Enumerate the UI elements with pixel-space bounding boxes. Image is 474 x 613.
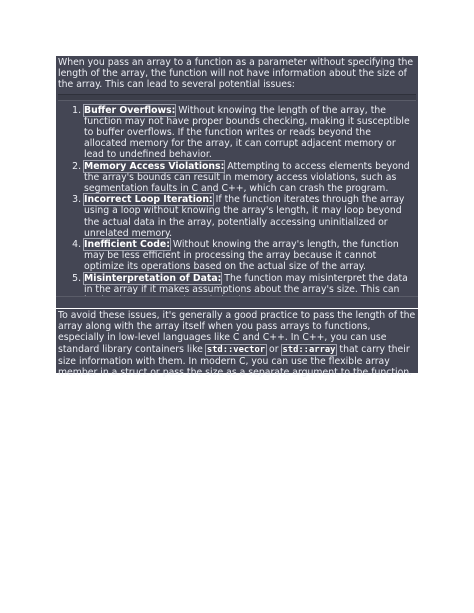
intro-paragraph: When you pass an array to a function as a parameter without specifying the length of the array, the function will not have information about the size of the array. This can lead to several potential issues:	[58, 57, 414, 91]
issues-list	[58, 105, 416, 307]
issue-term: Buffer Overflows:	[84, 104, 176, 116]
issue-term: Memory Access Violations:	[84, 160, 225, 172]
response-block	[56, 56, 418, 296]
advice-text: or	[266, 343, 282, 355]
issue-term: Misinterpretation of Data:	[84, 272, 222, 284]
issue-text: Without knowing the length of the array, the function may not have proper bounds checking, making it susceptible to buffer overflows. If the function writes or reads beyond the allocated memory for the array, it can corrupt adjacent memory or lead to undefined behavior.	[84, 104, 410, 161]
issue-text: If the function iterates through the array using a loop without knowing the array's length, it may loop beyond the actual data in the array, potentially accessing uninitialized or unrelated memory.	[84, 194, 405, 239]
advice-text: that carry their size information with them. In modern C, you can use the flexible array member in a struct or pass the size as a separate argument to the function.	[58, 343, 413, 379]
issue-text: Attempting to access elements beyond the array's bounds can result in memory access violations, such as segmentation faults in C and C++, which can crash the program.	[84, 160, 410, 195]
section-divider	[56, 296, 418, 308]
list-item	[84, 161, 416, 195]
list-item	[84, 194, 416, 239]
advice-paragraph	[58, 310, 416, 378]
issue-text: Without knowing the array's length, the function may be less efficient in processing the array because it cannot optimize its operations based on the actual size of the array.	[84, 239, 399, 273]
divider	[58, 94, 416, 101]
inline-code-vector: std::vector	[206, 344, 266, 355]
issue-term: Inefficient Code:	[84, 239, 170, 251]
advice-text: To avoid these issues, it's generally a good practice to pass the length of the array along with the array itself when you pass arrays to functions, especially in low-level languages like C and C++. In C++, you can use standard library containers like	[58, 310, 416, 355]
advice-block	[56, 309, 418, 379]
list-item	[84, 105, 416, 161]
inline-code-array: std::array	[282, 344, 336, 355]
list-item	[84, 239, 416, 273]
issue-term: Incorrect Loop Iteration:	[84, 194, 213, 206]
issue-text: The function may misinterpret the data in the array if it makes assumptions about the array's size. This can	[84, 272, 408, 295]
